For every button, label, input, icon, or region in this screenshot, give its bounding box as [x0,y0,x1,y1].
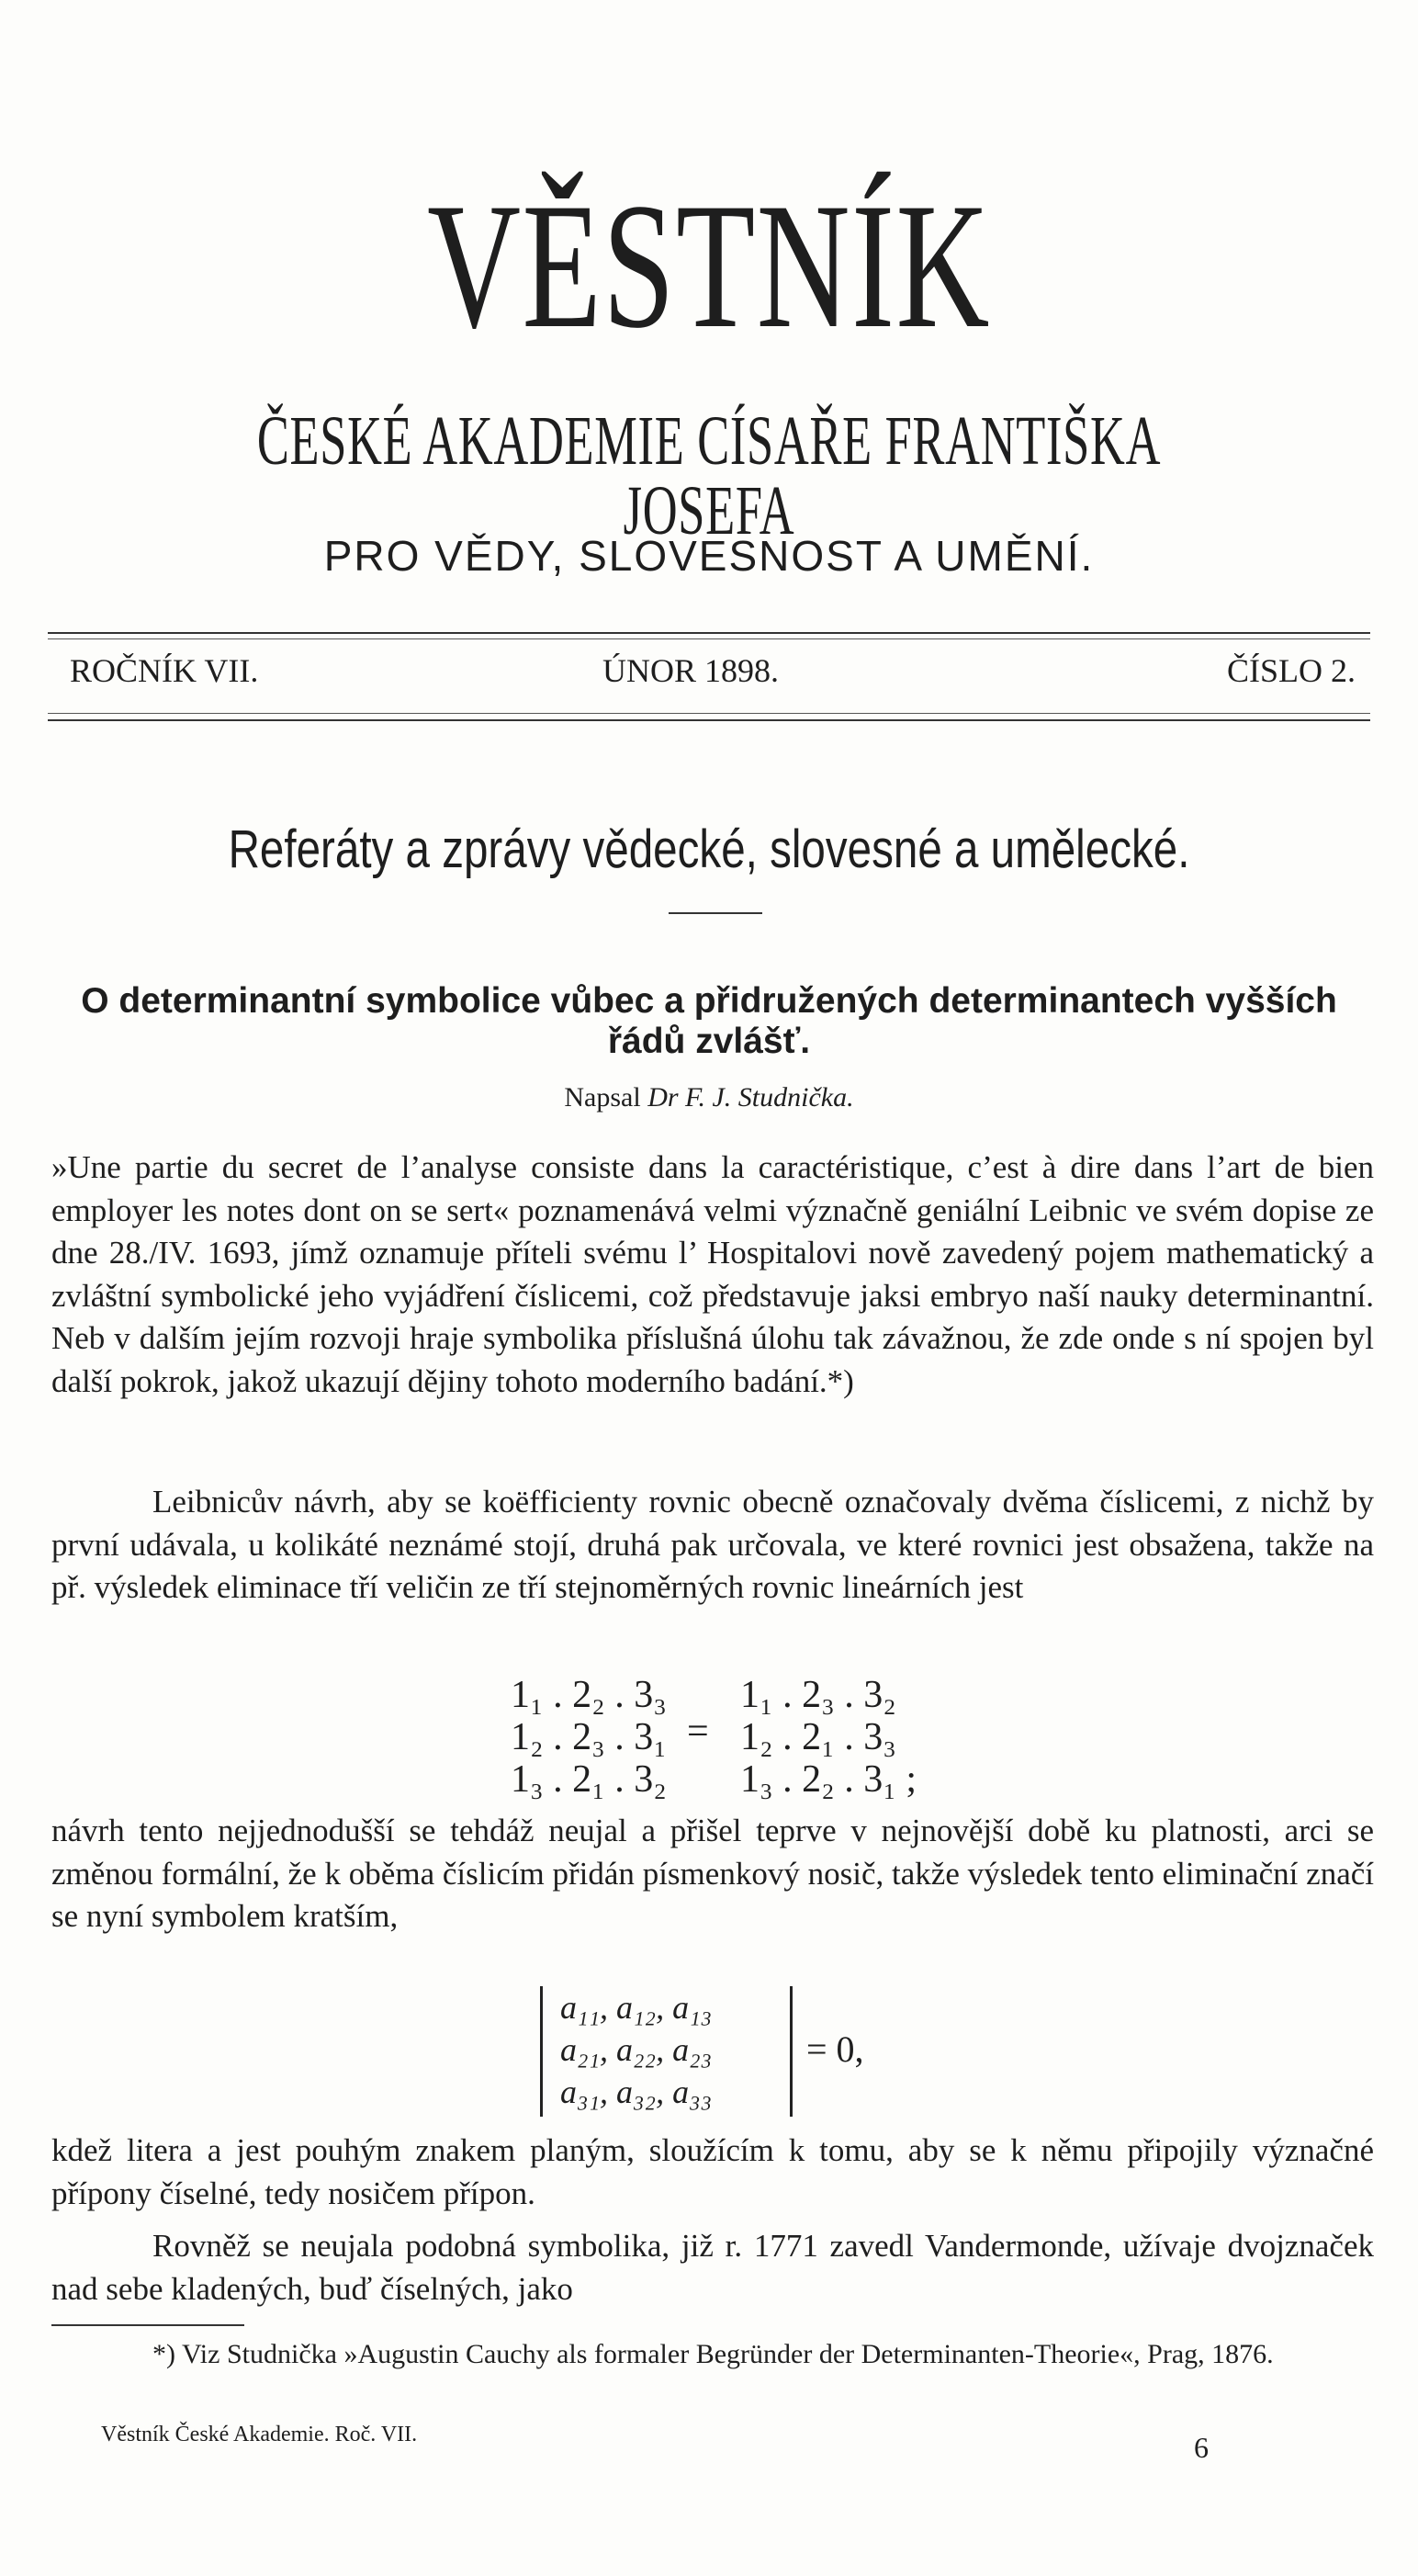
section-title: Referáty a zprávy vědecké, slovesné a umělecké. [228,819,1190,879]
equation-term: 1₁ . 2₂ . 3₃ [511,1674,667,1716]
byline [0,1084,1418,1112]
determinant-matrix [540,1986,926,2115]
author-name: Dr F. J. Studnička. [647,1082,854,1113]
header-rule-bottom-thin [48,713,1370,714]
paragraph-3: návrh tento nejjednodušší se tehdáž neujal a přišel teprve v nejnovější době ku platnosti, arci se změnou formální, že k oběma číslicím přidán písmenkový nosič, takže výsledek tento eliminační značí se nyní symbolem kratším, [51,1813,1374,1934]
equation-term: 1₂ . 2₁ . 3₃ [740,1716,896,1758]
byline-prefix: Napsal [564,1082,641,1113]
matrix-rows [560,1986,712,2113]
page-number: 6 [1194,2431,1209,2464]
issue-date: ÚNOR 1898. [602,652,780,689]
masthead-subtitle: PRO VĚDY, SLOVESNOST A UMĚNÍ. [323,532,1095,580]
footnote: *) Viz Studnička »Augustin Cauchy als formaler Begründer der Determinanten-Theorie«, Prag, 1876. [152,2339,1274,2369]
masthead-title: VĚSTNÍK [427,166,991,366]
paragraph-1: »Une partie du secret de l’analyse consiste dans la caractéristique, c’est à dire dans l’art de bien employer les notes dont on se sert« poznamenává velmi význačně geniální Leibnic ve svém dopise ze dne 28./IV. 1693, jímž oznamuje příteli svému l’ Hospitalovi nově zavedený pojem mathematický a zvláštní symbolické jeho vyjádření číslicemi, což představuje jaksi embryo naší nauky determinantní. Neb v dalším jejím rozvoji hraje symbolika příslušná úlohu tak závažnou, že zde onde s ní spojen byl další pokrok, jakož ukazují dějiny tohoto moderního badání.*) [51,1149,1374,1399]
equals-sign: = [687,1711,709,1753]
matrix-row: a₃₁, a₃₂, a₃₃ [560,2073,713,2110]
equation-term: 1₂ . 2₃ . 3₁ [511,1716,667,1758]
issue-number: ČÍSLO 2. [1226,652,1356,689]
matrix-row: a₁₁, a₁₂, a₁₃ [560,1989,713,2026]
footnote-rule [51,2324,244,2326]
equation-term: 1₁ . 2₃ . 3₂ [740,1674,896,1716]
equation-term: 1₃ . 2₂ . 3₁ ; [740,1758,917,1801]
determinant-bar-right [790,1986,793,2117]
matrix-rhs: = 0, [806,2028,864,2070]
paragraph-4: kdež litera a jest pouhým znakem planým, sloužícím k tomu, aby se k němu připojily význačné přípony číselné, tedy nosičem přípon. [51,2132,1374,2211]
paragraph-2: Leibnicův návrh, aby se koëfficienty rovnic obecně označovaly dvěma číslicemi, z nichž by první udávala, u kolikáté neznámé stojí, druhá pak určovala, ve které rovnici jest obsažena, takže na př. výsledek eliminace tří veličin ze tří stejnoměrných rovnic lineárních jest [51,1484,1374,1605]
matrix-row: a₂₁, a₂₂, a₂₃ [560,2031,713,2068]
article-title: O determinantní symbolice vůbec a přidružených determinantech vyšších řádů zvlášť. [81,981,1337,1061]
header-rule-top [48,632,1370,634]
volume-label: ROČNÍK VII. [70,652,259,689]
running-footer: Věstník České Akademie. Roč. VII. [101,2423,418,2446]
section-divider [669,912,762,914]
paragraph-5: Rovněž se neujala podobná symbolika, již r. 1771 zavedl Vandermonde, užívaje dvojznaček nad sebe kladených, buď číselných, jako [51,2228,1374,2307]
equation-right-side [740,1674,917,1801]
determinant-bar-left [540,1986,543,2117]
equation-left-side [511,1674,667,1801]
academy-name: ČESKÉ AKADEMIE CÍSAŘE FRANTIŠKA JOSEFA [256,402,1162,549]
header-rule-top-thin [48,638,1370,639]
equation-term: 1₃ . 2₁ . 3₂ [511,1758,667,1801]
header-rule-bottom [48,719,1370,721]
